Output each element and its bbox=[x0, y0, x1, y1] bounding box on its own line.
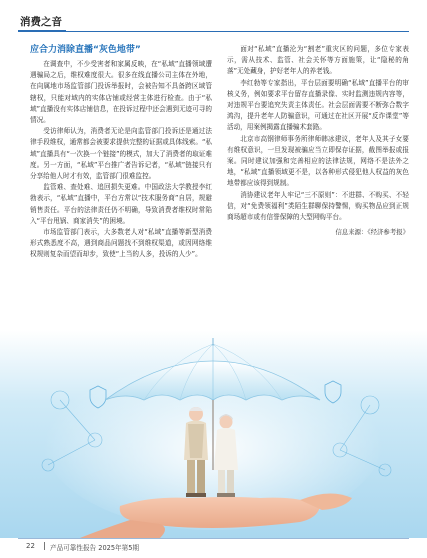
paragraph: 受访律师认为，消费者无论是向监管部门投诉还是通过法律手段维权，通常都会被要求提供完整的证据或具体线索。“私域”直播具有“一次换一个链接”的模式，加大了消费者的取证难度。另一方面，“私域”平台推广者告诉记者，“私域”链接只有分享给他人时才有效，监管部门很难监控。 bbox=[30, 127, 212, 181]
paragraph: 消协建议老年人牢记“三不原则”：不进群、不购买、不轻信，对“免费领福利”类陌生群聊保持警惕，购买物品应到正规商场超市或有信誉保障的大型网购平台。 bbox=[227, 190, 409, 222]
journal-name: 产品可靠性报告 2025年第5期 bbox=[50, 544, 140, 552]
illustration-svg bbox=[0, 330, 427, 538]
paragraph: 面对“私域”直播沦为“割老”重灾区的问题，多位专家表示，需从技术、监管、社会关怀等方面施策，让“隐秘的角落”无处藏身，护好老年人的养老钱。 bbox=[227, 45, 409, 76]
paragraph: 北京市高钢律师事务所律师韩冰建议，老年人及其子女要有维权意识，一旦发现被骗应当立即保存证据，截图举报或报案。同时建议加强和完善相应的法律法规，网络不是法外之地，“私域”直播领域更不是，以各种形式侵犯他人权益的灰色地带都应该得到规制。 bbox=[227, 134, 409, 188]
paragraph: 监管难、查处难、追回损失更难。中国政法大学教授李红勃表示，“私域”直播中，平台方常以“技术服务商”自居，规避销售责任。平台的法律责任仍不明确，导致消费者维权时常陷入“平台甩锅、商家消失”的困境。 bbox=[30, 183, 212, 225]
header-rule bbox=[18, 31, 409, 32]
left-column bbox=[30, 44, 212, 261]
paragraph: 李红勃等专家指出，平台层面要明确“私域”直播平台的审核义务，例如要求平台留存直播录像、实时监测违规内容等，对违规平台要追究失责主体责任。社会层面需要不断弥合数字鸿沟，提升老年人防骗意识，可通过在社区开展“反诈课堂”等活动，用案例揭露直播骗术套路。 bbox=[227, 78, 409, 132]
page-number: 22 bbox=[26, 542, 35, 550]
footer-divider bbox=[44, 542, 45, 550]
elderly-couple-umbrella-illustration bbox=[0, 330, 427, 538]
section-header bbox=[18, 13, 409, 33]
section-title: 消费之音 bbox=[20, 16, 62, 28]
header-rule-accent bbox=[18, 30, 66, 32]
article-title: 应合力消除直播“灰色地带” bbox=[30, 45, 141, 55]
source-credit: 信息来源：《经济参考报》 bbox=[335, 228, 409, 237]
paragraph: 在调查中，不少受害者和家属反映，在“私域”直播领域遭遇骗局之后，维权难度很大。很多在线直播公司主体在外地，在向属地市场监管部门投诉举报时，会被告知不具备跨区域管辖权，只能对域内的实体店铺或经营主体进行检查。由于“私域”直播没有实体店铺信息，在投诉过程中还会遇到无迹可寻的情况。 bbox=[30, 60, 212, 125]
paragraph: 市场监管部门表示，大多数老人对“私域”直播等新型消费形式熟悉度不高，遇到商品问题找不到维权渠道，或因网络维权规则复杂而望而却步，致使“上当的人多，投诉的人少”。 bbox=[30, 228, 212, 259]
right-column bbox=[227, 44, 409, 237]
page-footer bbox=[18, 538, 409, 552]
